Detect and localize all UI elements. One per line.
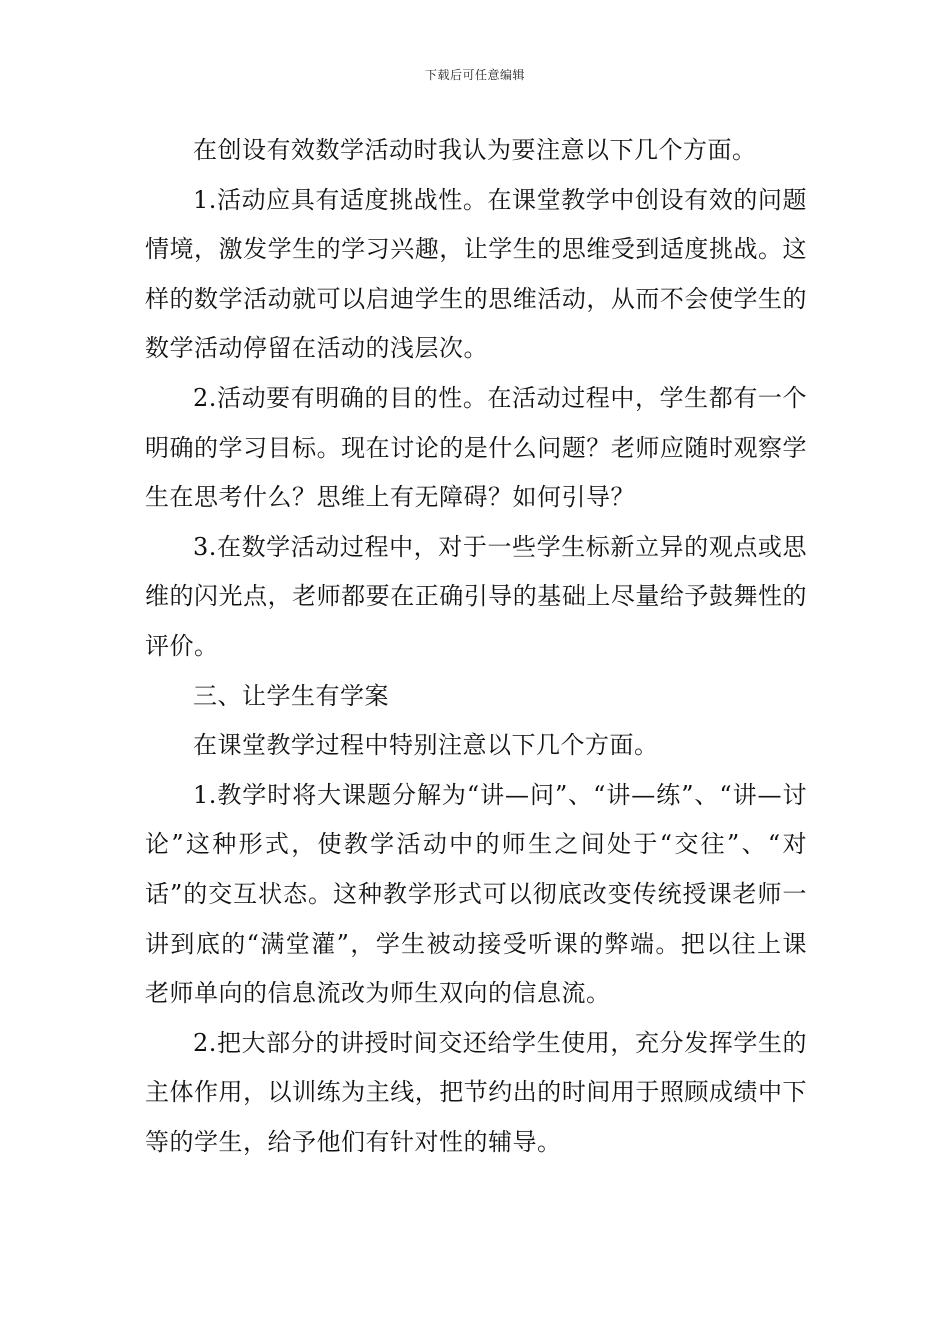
document-body (145, 126, 807, 1167)
page-header-note: 下载后可任意编辑 (424, 68, 525, 82)
paragraph-section-point-2: 2.把大部分的讲授时间交还给学生使用，充分发挥学生的主体作用，以训练为主线，把节约出的时间用于照顾成绩中下等的学生，给予他们有针对性的辅导。 (145, 1028, 807, 1156)
paragraph-point-1: 1.活动应具有适度挑战性。在课堂教学中创设有效的问题情境，激发学生的学习兴趣，让学生的思维受到适度挑战。这样的数学活动就可以启迪学生的思维活动，从而不会使学生的数学活动停留在活动的浅层次。 (145, 185, 807, 363)
section-heading: 三、让学生有学案 (193, 681, 389, 710)
paragraph-point-2: 2.活动要有明确的目的性。在活动过程中，学生都有一个明确的学习目标。现在讨论的是什么问题？老师应随时观察学生在思考什么？思维上有无障碍？如何引导？ (145, 383, 807, 512)
paragraph-intro: 在创设有效数学活动时我认为要注意以下几个方面。 (193, 136, 757, 164)
paragraph-section-intro: 在课堂教学过程中特别注意以下几个方面。 (193, 731, 659, 760)
paragraph-point-3: 3.在数学活动过程中，对于一些学生标新立异的观点或思维的闪光点，老师都要在正确引导的基础上尽量给予鼓舞性的评价。 (145, 532, 807, 660)
paragraph-section-point-1: 1.教学时将大课题分解为“讲—问”、“讲—练”、“讲—讨论”这种形式，使教学活动中的师生之间处于“交往”、“对话”的交互状态。这种教学形式可以彻底改变传统授课老师一讲到底的“满堂灌”，学生被动接受听课的弊端。把以往上课老师单向的信息流改为师生双向的信息流。 (145, 780, 807, 1008)
